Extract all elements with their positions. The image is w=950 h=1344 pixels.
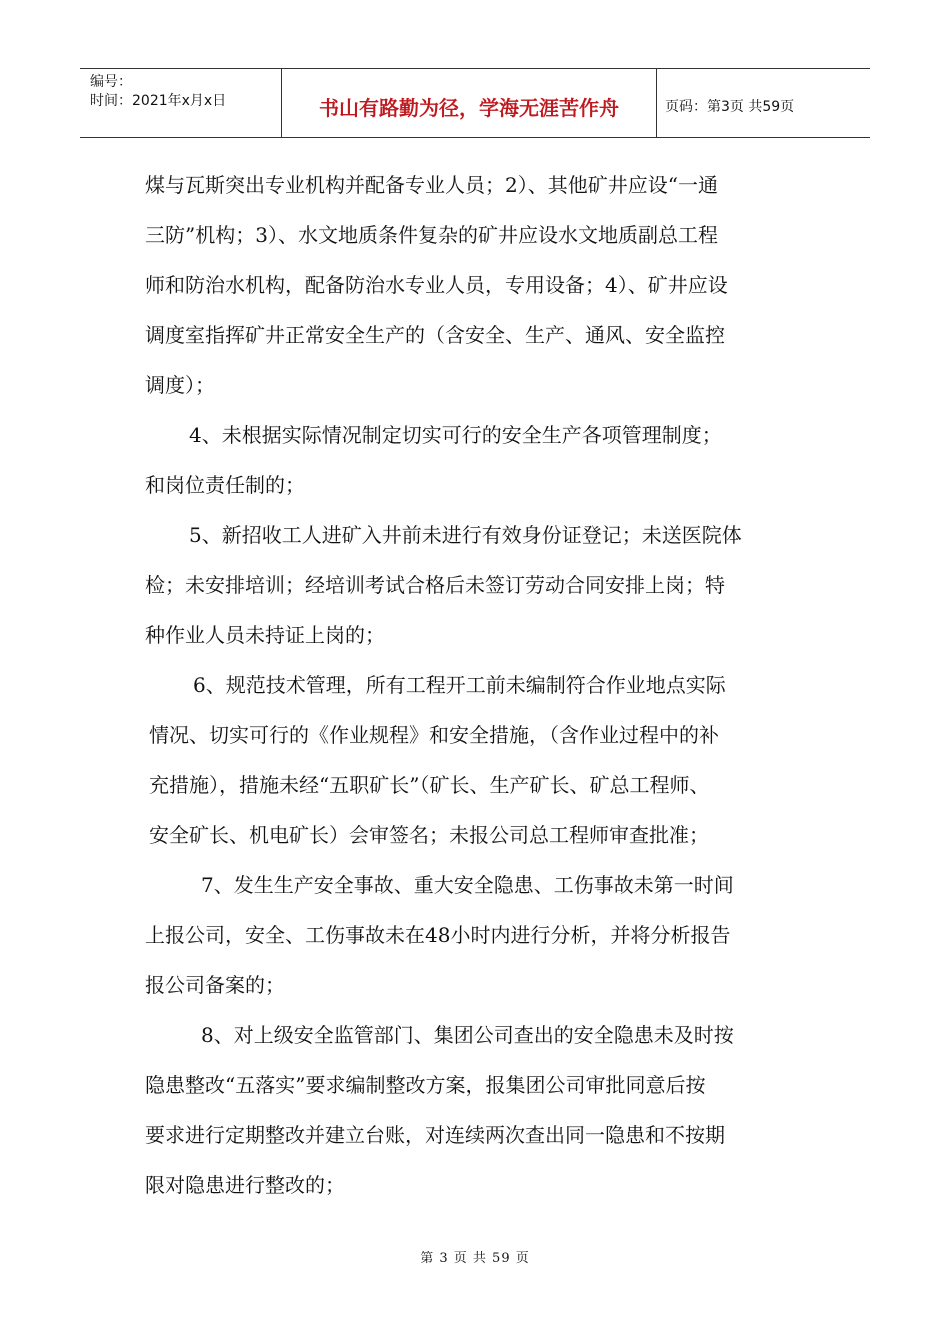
body-line: 6、规范技术管理，所有工程开工前未编制符合作业地点实际 bbox=[193, 673, 726, 697]
body-line: 上报公司，安全、工伤事故未在48小时内进行分析，并将分析报告 bbox=[145, 923, 731, 947]
body-line: 隐患整改“五落实”要求编制整改方案，报集团公司审批同意后按 bbox=[145, 1073, 706, 1097]
header-page-number: 页码：第3页 共59页 bbox=[665, 99, 795, 115]
body-line: 种作业人员未持证上岗的； bbox=[145, 623, 385, 647]
page-footer: 第 3 页 共 59 页 bbox=[420, 1251, 530, 1266]
body-line: 4、未根据实际情况制定切实可行的安全生产各项管理制度； bbox=[189, 423, 722, 447]
body-line: 师和防治水机构，配备防治水专业人员，专用设备；4）、矿井应设 bbox=[145, 273, 728, 297]
body-line: 检；未安排培训；经培训考试合格后未签订劳动合同安排上岗；特 bbox=[145, 573, 725, 597]
body-line: 7、发生生产安全事故、重大安全隐患、工伤事故未第一时间 bbox=[201, 873, 734, 897]
body-line: 5、新招收工人进矿入井前未进行有效身份证登记；未送医院体 bbox=[189, 523, 742, 547]
document-date-label: 时间：2021年x月x日 bbox=[90, 93, 227, 109]
body-line: 煤与瓦斯突出专业机构并配备专业人员；2）、其他矿井应设“一通 bbox=[145, 173, 718, 197]
header-info bbox=[80, 69, 282, 137]
body-line: 调度室指挥矿井正常安全生产的（含安全、生产、通风、安全监控 bbox=[145, 323, 725, 347]
body-line: 8、对上级安全监管部门、集团公司查出的安全隐患未及时按 bbox=[201, 1023, 734, 1047]
header-motto: 书山有路勤为径，学海无涯苦作舟 bbox=[282, 69, 657, 137]
body-line: 调度）； bbox=[145, 373, 215, 397]
page-header bbox=[80, 68, 870, 138]
body-line: 和岗位责任制的； bbox=[145, 473, 305, 497]
body-line: 报公司备案的； bbox=[145, 973, 285, 997]
document-body bbox=[145, 160, 815, 1210]
body-line: 充措施），措施未经“五职矿长”（矿长、生产矿长、矿总工程师、 bbox=[149, 773, 710, 797]
body-line: 限对隐患进行整改的； bbox=[145, 1173, 345, 1197]
body-line: 三防”机构；3）、水文地质条件复杂的矿井应设水文地质副总工程 bbox=[145, 223, 718, 247]
body-line: 安全矿长、机电矿长）会审签名；未报公司总工程师审查批准； bbox=[149, 823, 709, 847]
body-line: 要求进行定期整改并建立台账，对连续两次查出同一隐患和不按期 bbox=[145, 1123, 725, 1147]
body-line: 情况、切实可行的《作业规程》和安全措施，（含作业过程中的补 bbox=[149, 723, 719, 747]
document-number-label: 编号： bbox=[90, 74, 132, 90]
